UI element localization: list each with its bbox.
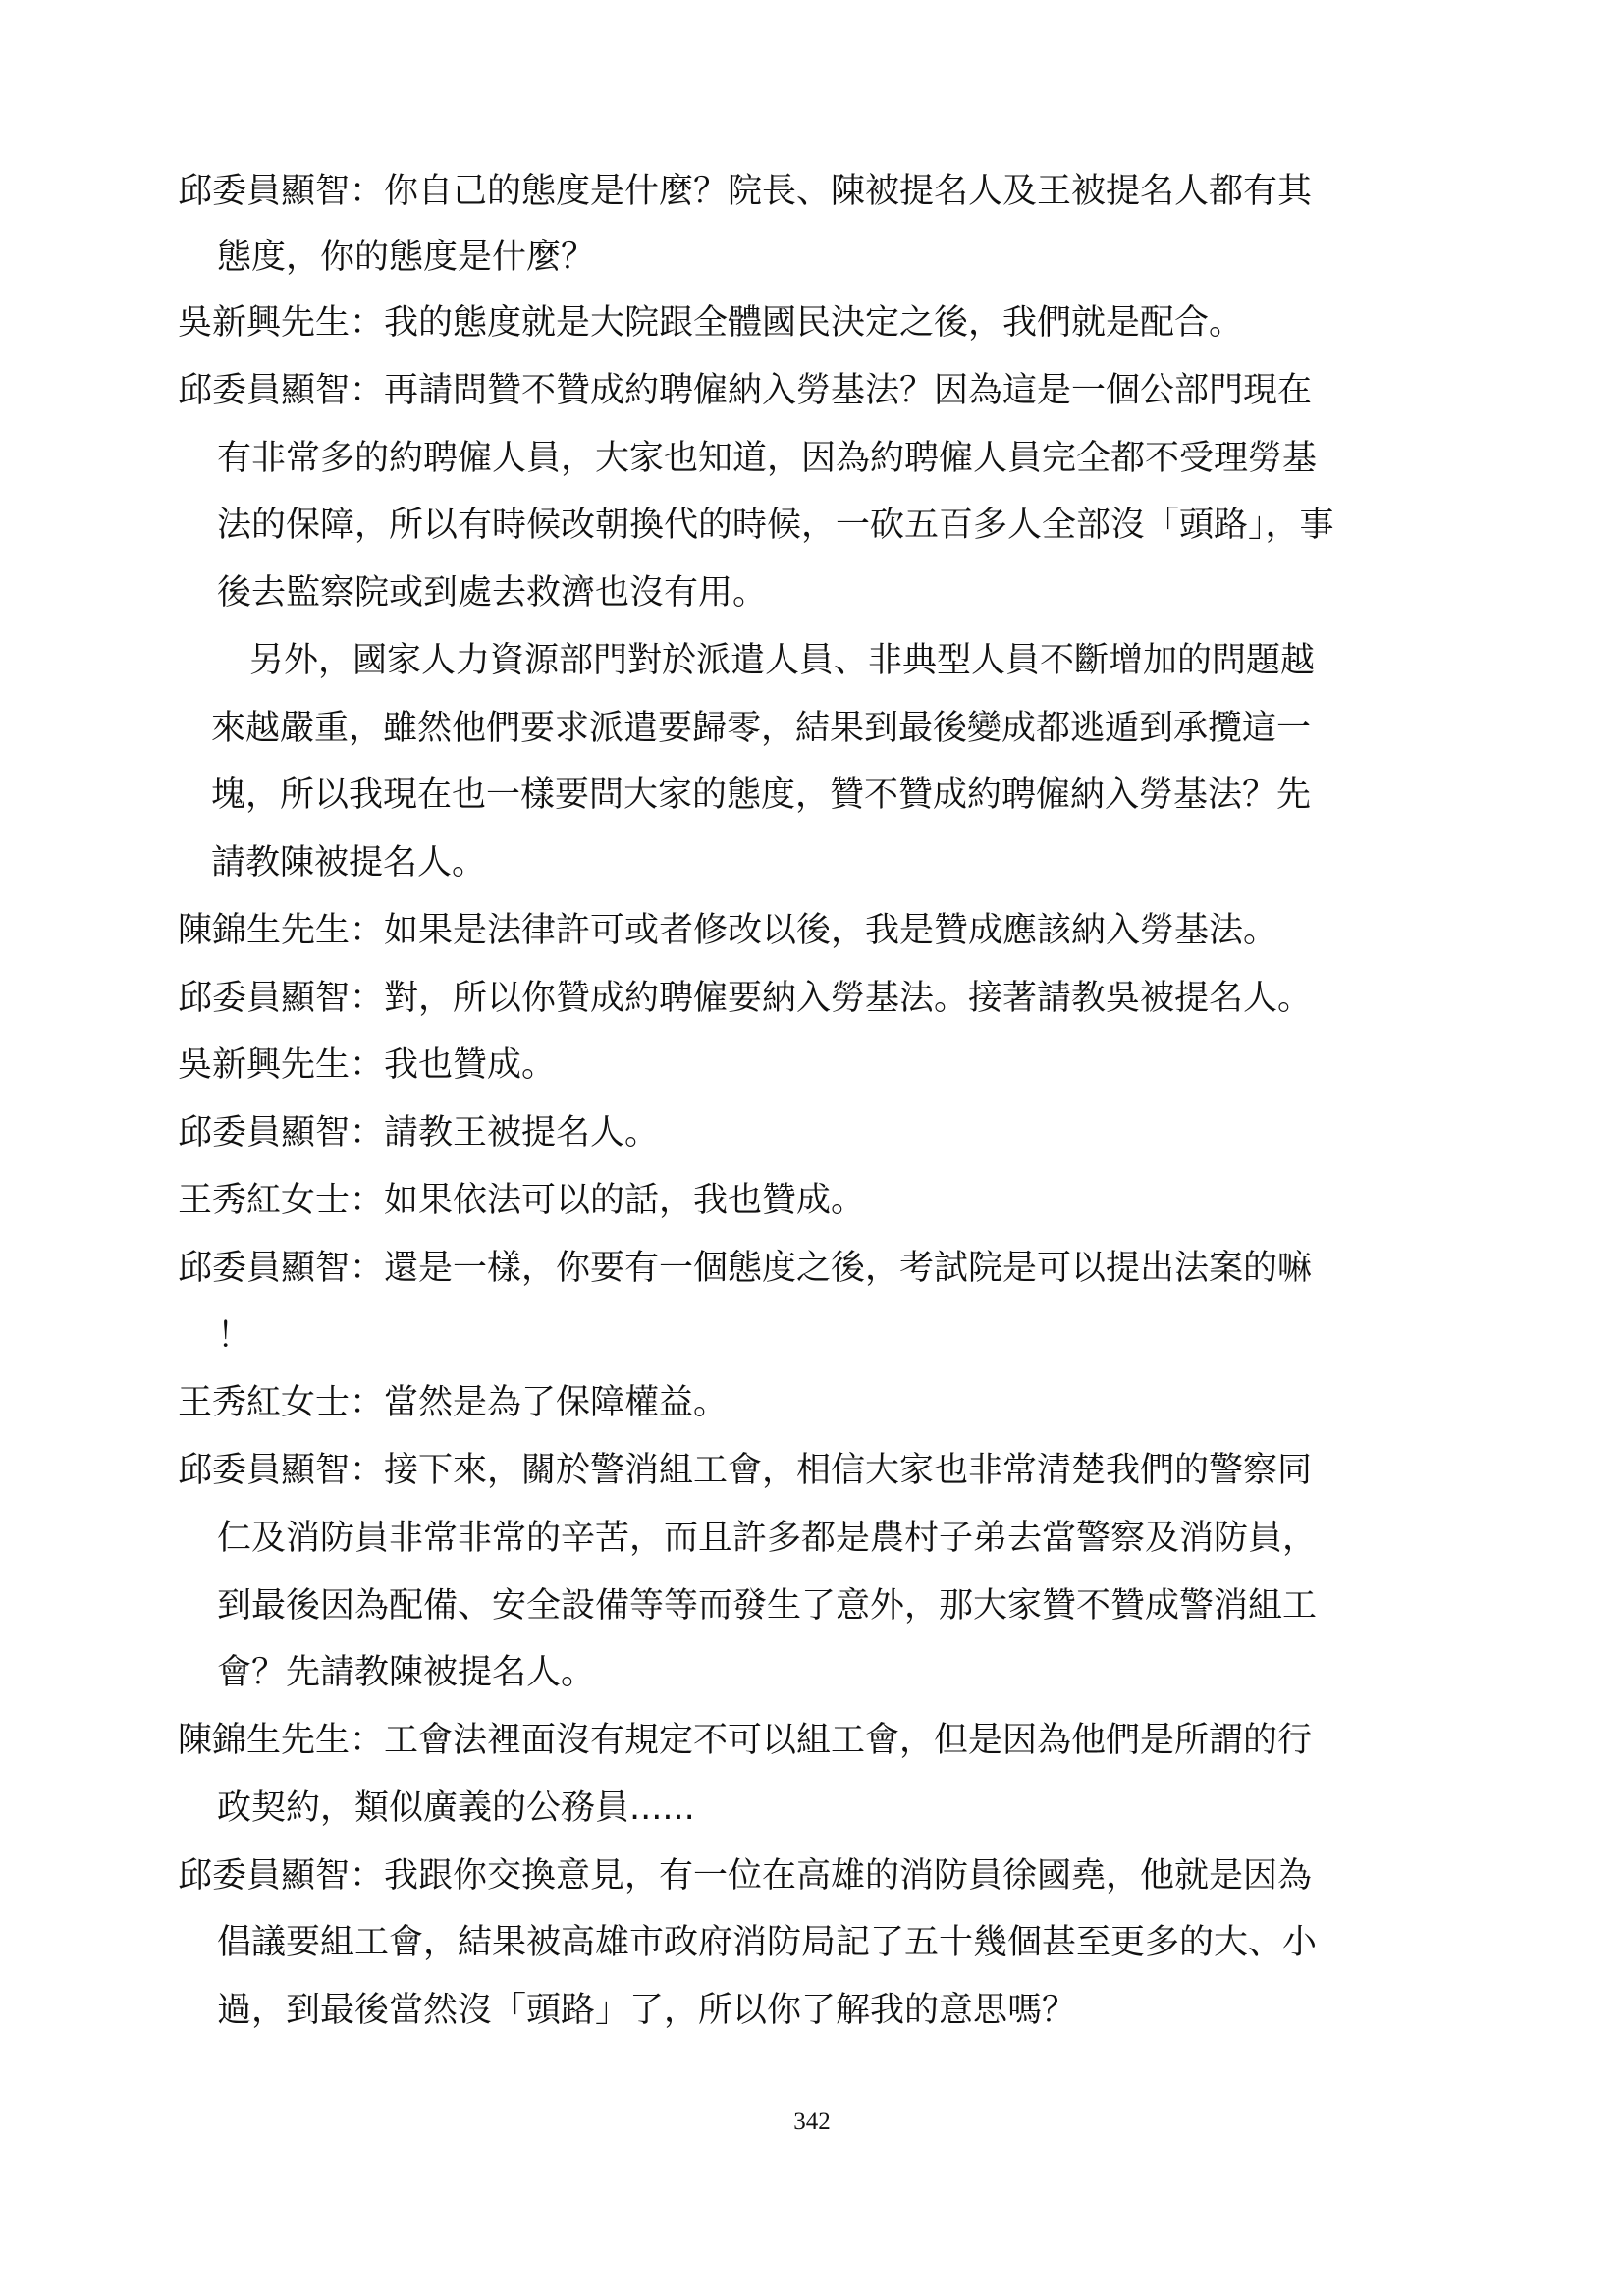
text-line: 吳新興先生：我也贊成。	[178, 1045, 557, 1085]
text-line: 邱委員顯智：對，所以你贊成約聘僱要納入勞基法。接著請教吳被提名人。	[178, 979, 1313, 1018]
text-line: 邱委員顯智：我跟你交換意見，有一位在高雄的消防員徐國堯，他就是因為	[178, 1856, 1313, 1896]
text-line: 王秀紅女士：當然是為了保障權益。	[178, 1383, 729, 1422]
text-line: 到最後因為配備、安全設備等等而發生了意外，那大家贊不贊成警消組工	[217, 1586, 1318, 1626]
text-line: 陳錦生先生：如果是法律許可或者修改以後，我是贊成應該納入勞基法。	[178, 911, 1278, 950]
text-line: 政契約，類似廣義的公務員......	[217, 1789, 695, 1828]
text-line: ！	[217, 1316, 252, 1356]
text-line: 邱委員顯智：再請問贊不贊成約聘僱納入勞基法？因為這是一個公部門現在	[178, 371, 1313, 410]
text-line: 後去監察院或到處去救濟也沒有用。	[217, 573, 768, 613]
text-line: 仁及消防員非常非常的辛苦，而且許多都是農村子弟去當警察及消防員，	[217, 1519, 1318, 1558]
text-line: 吳新興先生：我的態度就是大院跟全體國民決定之後，我們就是配合。	[178, 303, 1244, 343]
text-line: 邱委員顯智：還是一樣，你要有一個態度之後，考試院是可以提出法案的嘛	[178, 1249, 1313, 1288]
text-line: 邱委員顯智：你自己的態度是什麼？院長、陳被提名人及王被提名人都有其	[178, 172, 1313, 211]
text-line: 塊，所以我現在也一樣要問大家的態度，贊不贊成約聘僱納入勞基法？先	[211, 775, 1312, 815]
text-line: 邱委員顯智：接下來，關於警消組工會，相信大家也非常清楚我們的警察同	[178, 1451, 1313, 1490]
text-line: 陳錦生先生：工會法裡面沒有規定不可以組工會，但是因為他們是所謂的行	[178, 1721, 1313, 1760]
text-line: 邱委員顯智：請教王被提名人。	[178, 1113, 660, 1152]
text-line: 王秀紅女士：如果依法可以的話，我也贊成。	[178, 1181, 866, 1220]
text-line: 倡議要組工會，結果被高雄市政府消防局記了五十幾個甚至更多的大、小	[217, 1923, 1318, 1962]
text-line: 態度，你的態度是什麼？	[217, 238, 596, 277]
text-line: 會？先請教陳被提名人。	[217, 1653, 596, 1692]
text-line: 請教陳被提名人。	[211, 843, 487, 882]
text-line: 過，到最後當然沒「頭路」了，所以你了解我的意思嗎？	[217, 1991, 1077, 2030]
text-line: 來越嚴重，雖然他們要求派遣要歸零，結果到最後變成都逃遁到承攬這一	[211, 709, 1312, 748]
text-line: 有非常多的約聘僱人員，大家也知道，因為約聘僱人員完全都不受理勞基	[217, 439, 1318, 478]
page-number: 342	[793, 2109, 831, 2135]
text-line: 另外，國家人力資源部門對於派遣人員、非典型人員不斷增加的問題越	[249, 641, 1316, 680]
text-line: 法的保障，所以有時候改朝換代的時候，一砍五百多人全部沒「頭路」，事	[217, 506, 1334, 545]
